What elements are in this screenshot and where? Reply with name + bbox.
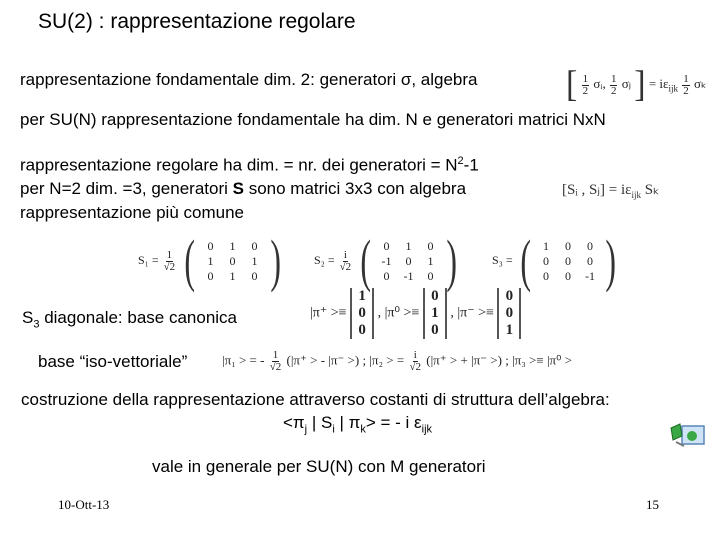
- matrix-s2: [314, 228, 461, 293]
- matrix-grid: 1 0 0 0 0 0 0 0 -1: [542, 238, 595, 283]
- text: > = - i ε: [365, 413, 422, 432]
- text: diagonale: base canonica: [39, 308, 238, 327]
- matrix-grid: 0 1 0 -1 0 1 0 -1 0: [381, 238, 434, 283]
- slide-decoration-icon: [668, 420, 706, 450]
- fraction: $\frac{i}{√2}$: [339, 248, 352, 273]
- bracket-left: [: [566, 64, 578, 105]
- rhs: Sₖ: [640, 182, 660, 198]
- formula-structure-constants: [283, 413, 432, 435]
- sigma-k: σₖ: [694, 75, 707, 91]
- matrix-name: S₂ =: [314, 252, 335, 267]
- paren-right: ): [269, 228, 281, 293]
- formula-su2-algebra: [ $\frac{1}{2}$ σᵢ, $\frac{1}{2}$ σⱼ ] = $i\varepsilon_{ijk}$ $\frac{1}{2}$ σₖ: [566, 64, 707, 105]
- fraction: $\frac{1}{2}$: [582, 72, 589, 97]
- pi3: ; |π₃ >≡ |π⁰ >: [505, 352, 572, 368]
- subscript: ijk: [668, 83, 678, 94]
- matrix-name: S₃ =: [492, 252, 513, 267]
- subscript: i: [332, 423, 335, 436]
- fraction: $\frac{1}{√2}$: [163, 248, 176, 273]
- ket-plus: |π⁺ >≡: [310, 305, 347, 321]
- text-line-sun: per SU(N) rappresentazione fondamentale ha dim. N e generatori matrici NxN: [20, 110, 606, 129]
- bold-s: S: [232, 179, 244, 198]
- fraction: $\frac{1}{2}$: [610, 72, 617, 97]
- vector-minus: 0 0 1: [497, 288, 521, 339]
- text-general: vale in generale per SU(N) con M generatori: [152, 457, 486, 476]
- vector-plus: 1 0 0: [350, 288, 374, 339]
- paren-left: (: [184, 228, 196, 293]
- fraction: $\frac{1}{2}$: [683, 72, 689, 97]
- pi2: ; |π₂ > =: [362, 352, 405, 368]
- footer-date: 10-Ott-13: [58, 497, 110, 512]
- subscript: ijk: [421, 423, 433, 436]
- matrix-s3: [492, 228, 620, 293]
- paren-right: ): [445, 228, 457, 293]
- text: sono matrici 3x3 con algebra: [243, 179, 467, 198]
- text: | π: [334, 413, 361, 432]
- matrix-name: S₁ =: [138, 252, 159, 267]
- text-line-n2: [20, 179, 466, 199]
- page-number: 15: [646, 497, 659, 512]
- paren-left: (: [360, 228, 372, 293]
- ket-basis: [310, 288, 521, 339]
- sigma-i: σᵢ: [593, 75, 603, 91]
- pi1: |π₁ > = -: [222, 352, 265, 368]
- text: | S: [307, 413, 333, 432]
- subscript: 3: [33, 318, 40, 331]
- text-line-common: rappresentazione più comune: [20, 203, 244, 222]
- ket-zero: , |π⁰ >≡: [377, 305, 420, 321]
- sigma-j: σⱼ: [621, 75, 631, 91]
- text: per N=2 dim. =3, generatori: [20, 179, 233, 198]
- paren-right: ): [605, 228, 616, 293]
- fraction: $\frac{1}{√2}$: [269, 349, 282, 373]
- formula-so3-algebra: [562, 180, 659, 200]
- text-line-fundamental: rappresentazione fondamentale dim. 2: generatori σ, algebra: [20, 70, 478, 89]
- text-iso-vector: base “iso-vettoriale”: [38, 352, 188, 371]
- text: S: [22, 308, 34, 327]
- vector-zero: 0 1 0: [423, 288, 447, 339]
- matrix-grid: 0 1 0 1 0 1 0 1 0: [207, 238, 258, 283]
- text: rappresentazione regolare ha dim. = nr. dei generatori = N: [20, 155, 458, 175]
- subscript: j: [304, 423, 308, 436]
- iso-vector-formula: [222, 350, 572, 373]
- ket-minus: , |π⁻ >≡: [450, 305, 494, 321]
- text-line-regular: [20, 155, 479, 176]
- pi1-rest: (|π⁺ > - |π⁻ >): [286, 352, 360, 368]
- subscript: k: [360, 423, 366, 436]
- fraction: $\frac{i}{√2}$: [409, 349, 421, 373]
- bracket-right: ]: [634, 64, 646, 105]
- superscript: 2: [457, 155, 464, 167]
- text-construction: costruzione della rappresentazione attraverso costanti di struttura dell’algebra:: [21, 390, 610, 409]
- lhs: [Sᵢ , Sⱼ] = iε: [562, 182, 632, 198]
- paren-left: (: [519, 228, 531, 293]
- text: -1: [463, 155, 479, 175]
- rhs: = iε: [648, 75, 669, 91]
- slide-title: SU(2) : rappresentazione regolare: [38, 10, 356, 33]
- text-s3-diagonal: [22, 308, 237, 330]
- matrix-s1: [138, 228, 285, 293]
- text: <π: [283, 413, 305, 432]
- subscript: ijk: [631, 190, 641, 200]
- pi2-rest: (|π⁺ > + |π⁻ >): [426, 352, 502, 368]
